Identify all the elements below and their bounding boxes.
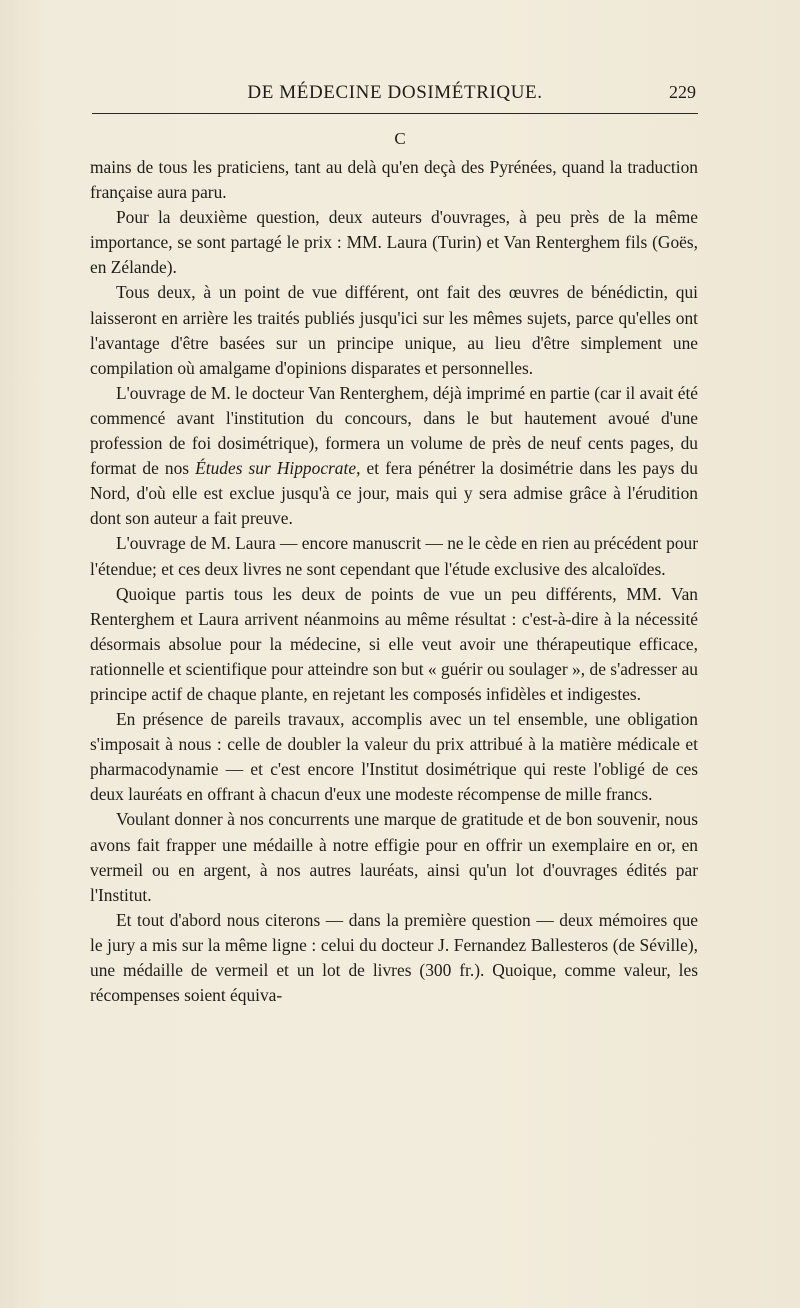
header-rule: [92, 113, 698, 114]
body-text: [90, 155, 698, 1008]
paragraph-7: En présence de pareils travaux, accomplis avec un tel ensemble, une obligation s'imposait à nous : celle de doubler la valeur du prix attribué à la matière médicale et pharmacodynamie — et c'est encore l'Institut dosimétrique qui reste l'obligé de ces deux lauréats en offrant à chacun d'eux une modeste récompense de mille francs.: [90, 709, 698, 805]
page-number: 229: [669, 82, 696, 102]
paragraph-4-text-after: , et fera pénétrer la dosimétrie dans les pays du Nord, d'où elle est exclue jusqu'à ce jour, mais qui y sera admise grâce à l'érudition dont son auteur a fait preuve.: [90, 458, 698, 529]
running-title: DE MÉDECINE DOSIMÉTRIQUE.: [247, 82, 543, 103]
paragraph-4-text-before: L'ouvrage de M. le docteur Van Renterghem, déjà imprimé en partie (car il avait été commencé avant l'institution du concours, dans le but hautement avoué d'une profession de foi dosimétrique), formera un volume de près de neuf cents pages, du format de nos: [90, 382, 698, 479]
paragraph-8: Voulant donner à nos concurrents une marque de gratitude et de bon souvenir, nous avons fait frapper une médaille à notre effigie pour en offrir un exemplaire en or, en vermeil ou en argent, à nos autres lauréats, ainsi qu'un lot d'ouvrages édités par l'Institut.: [90, 809, 698, 905]
page-header: [90, 82, 700, 106]
paragraph-6: Quoique partis tous les deux de points de vue un peu différents, MM. Van Renterghem et Laura arrivent néanmoins au même résultat : c'est-à-dire à la nécessité désormais absolue pour la médecine, si elle veut avoir une thérapeutique efficace, rationnelle et scientifique pour atteindre son but « guérir ou soulager », de s'adresser au principe actif de chaque plante, en rejetant les composés infidèles et indigestes.: [90, 583, 698, 704]
paragraph-1: mains de tous les praticiens, tant au delà qu'en deçà des Pyrénées, quand la traduction française aura paru.: [90, 157, 698, 203]
paragraph-4-italic-title: Études sur Hippocrate: [195, 458, 357, 479]
paragraph-4: [90, 381, 698, 532]
signature-mark: C: [394, 129, 406, 148]
paragraph-3: Tous deux, à un point de vue différent, ont fait des œuvres de bénédictin, qui laisseront en arrière les traités publiés jusqu'ici sur les mêmes sujets, parce qu'elles ont l'avantage d'être basées sur un principe unique, au lieu d'être simplement une compilation où amalgame d'opinions disparates et personnelles.: [90, 282, 698, 378]
paragraph-9: Et tout d'abord nous citerons — dans la première question — deux mémoires que le jury a mis sur la même ligne : celui du docteur J. Fernandez Ballesteros (de Séville), une médaille de vermeil et un lot de livres (300 fr.). Quoique, comme valeur, les récompenses soient équiva-: [90, 909, 698, 1006]
paragraph-5: L'ouvrage de M. Laura — encore manuscrit — ne le cède en rien au précédent pour l'étendue; et ces deux livres ne sont cependant que l'étude exclusive des alcaloïdes.: [90, 533, 698, 579]
paragraph-2: Pour la deuxième question, deux auteurs d'ouvrages, à peu près de la même importance, se sont partagé le prix : MM. Laura (Turin) et Van Renterghem fils (Goës, en Zélande).: [90, 207, 698, 278]
